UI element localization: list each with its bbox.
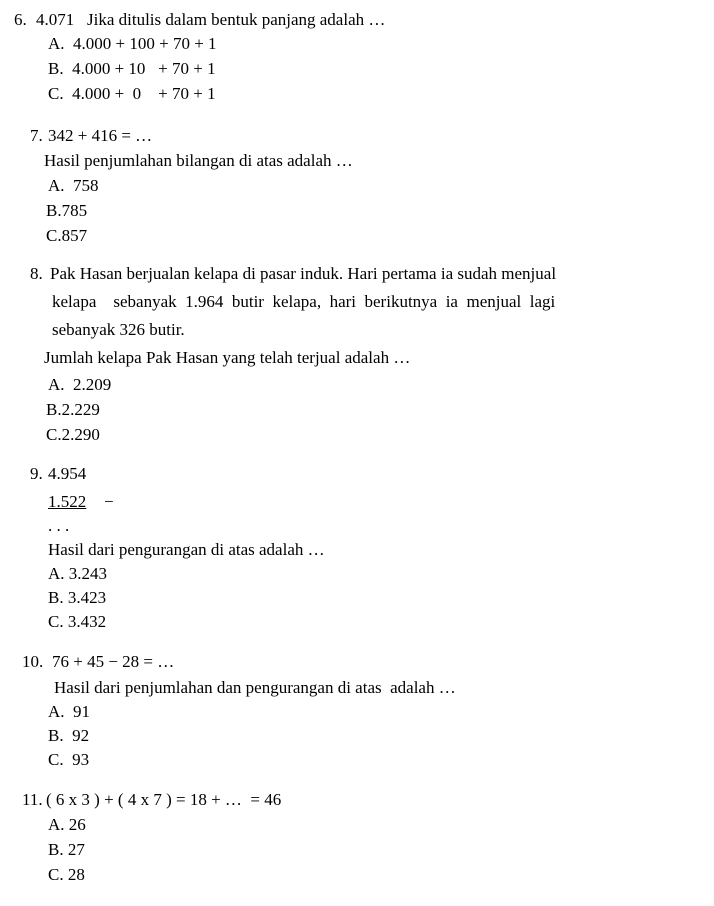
option-a: A. 26 — [48, 815, 86, 834]
option-c: C.857 — [46, 226, 88, 245]
question-stem: 76 + 45 − 28 = … — [52, 652, 175, 671]
stem-line-1: Pak Hasan berjualan kelapa di pasar induk. Hari pertama ia sudah menjual — [50, 264, 557, 283]
option-b: B. 3.423 — [48, 588, 107, 607]
option-a: A. 758 — [48, 176, 99, 195]
operator-minus: − — [104, 492, 114, 511]
option-b: B.785 — [46, 201, 88, 220]
question-number: 6. — [14, 10, 27, 29]
operand-2: 1.522 — [48, 492, 87, 511]
answer-blank: . . . — [48, 516, 70, 535]
question-number: 7. — [30, 126, 43, 145]
question-number: 11. — [22, 790, 43, 809]
question-stem: 342 + 416 = … — [48, 126, 153, 145]
option-c: C. 3.432 — [48, 612, 107, 631]
option-b: B. 27 — [48, 840, 85, 859]
question-number: 10. — [22, 652, 44, 671]
option-c: C. 93 — [48, 750, 90, 769]
operand-1: 4.954 — [48, 464, 87, 483]
question-stem: ( 6 x 3 ) + ( 4 x 7 ) = 18 + … = 46 — [46, 790, 282, 809]
question-prompt: Jumlah kelapa Pak Hasan yang telah terjual adalah … — [44, 348, 411, 367]
option-b: B. 92 — [48, 726, 90, 745]
option-c: C. 4.000 + 0 + 70 + 1 — [48, 84, 216, 103]
question-prompt: Hasil dari penjumlahan dan pengurangan di atas adalah … — [54, 678, 456, 697]
question-prompt: Hasil penjumlahan bilangan di atas adalah … — [44, 151, 353, 170]
stem-line-2: kelapa sebanyak 1.964 butir kelapa, hari berikutnya ia menjual lagi — [52, 292, 556, 311]
option-a: A. 4.000 + 100 + 70 + 1 — [48, 34, 217, 53]
question-stem: 4.071 Jika ditulis dalam bentuk panjang adalah … — [36, 10, 386, 29]
question-prompt: Hasil dari pengurangan di atas adalah … — [48, 540, 325, 559]
option-c: C.2.290 — [46, 425, 100, 444]
option-b: B. 4.000 + 10 + 70 + 1 — [48, 59, 216, 78]
option-b: B.2.229 — [46, 400, 100, 419]
option-a: A. 91 — [48, 702, 91, 721]
option-c: C. 28 — [48, 865, 85, 884]
stem-line-3: sebanyak 326 butir. — [52, 320, 185, 339]
question-number: 8. — [30, 264, 43, 283]
option-a: A. 2.209 — [48, 375, 112, 394]
option-a: A. 3.243 — [48, 564, 108, 583]
question-number: 9. — [30, 464, 43, 483]
